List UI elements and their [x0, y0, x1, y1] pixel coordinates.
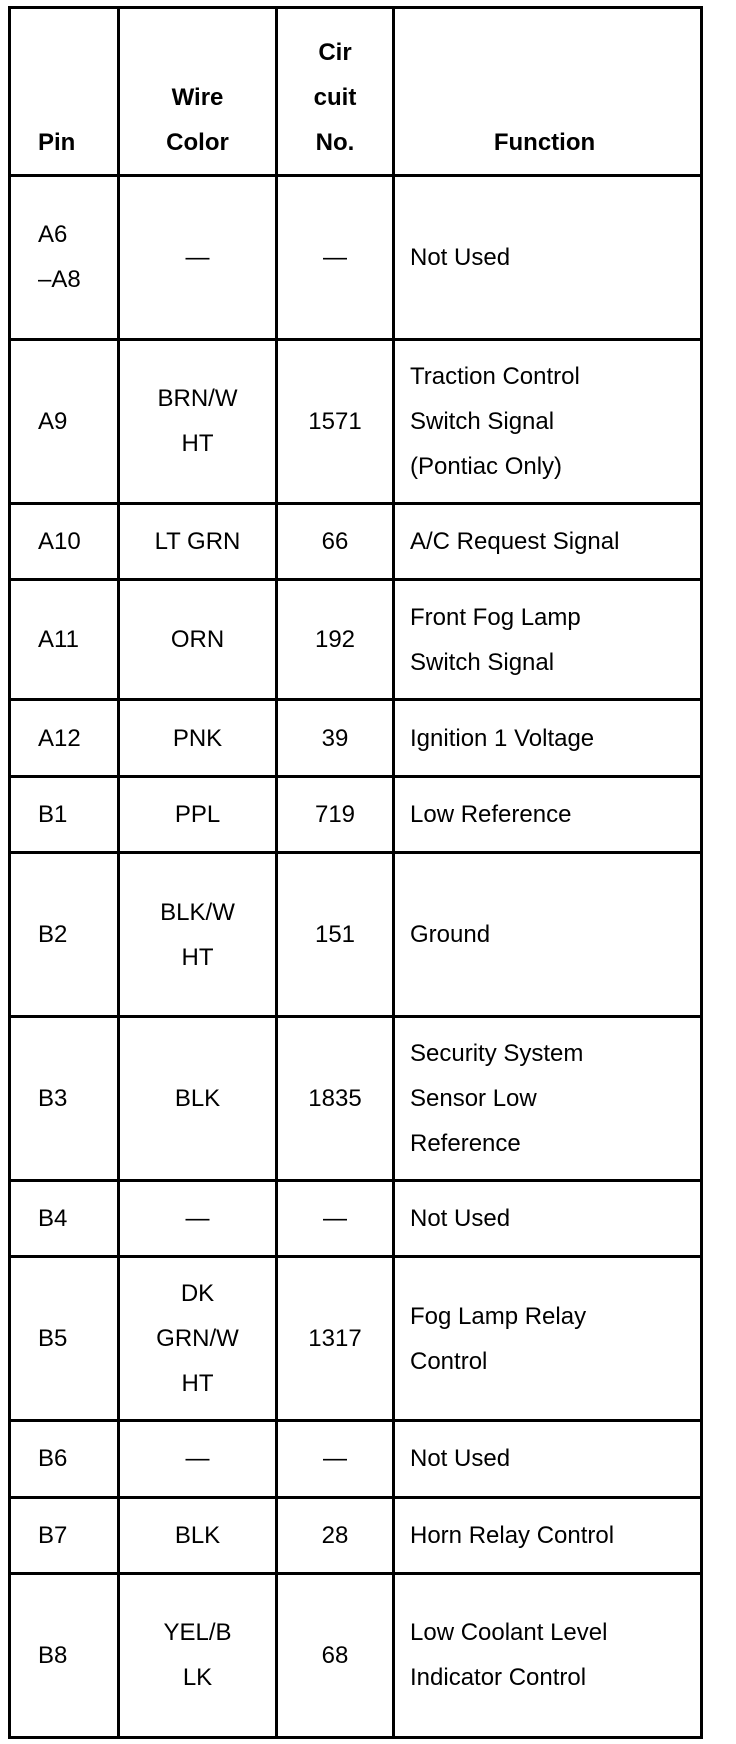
table-row	[10, 1421, 702, 1497]
cell-wire-color: BLK	[119, 1497, 277, 1573]
cell-pin: B8	[10, 1573, 119, 1737]
table-row	[10, 853, 702, 1017]
cell-wire-color: ORN	[119, 580, 277, 700]
header-function: Function	[394, 8, 702, 176]
cell-pin: B4	[10, 1180, 119, 1256]
table-row	[10, 1497, 702, 1573]
cell-function: Horn Relay Control	[394, 1497, 702, 1573]
cell-pin: B2	[10, 853, 119, 1017]
cell-circuit-no: 192	[277, 580, 394, 700]
connector-pinout-table	[8, 6, 703, 1739]
cell-circuit-no: —	[277, 1421, 394, 1497]
table-row	[10, 700, 702, 776]
table-header-row	[10, 8, 702, 176]
cell-function: Low Reference	[394, 776, 702, 852]
header-wire-color: Wire Color	[119, 8, 277, 176]
cell-pin: A12	[10, 700, 119, 776]
table-row	[10, 503, 702, 579]
cell-pin: B5	[10, 1257, 119, 1421]
cell-wire-color: LT GRN	[119, 503, 277, 579]
cell-circuit-no: 66	[277, 503, 394, 579]
table-row	[10, 339, 702, 503]
cell-function: A/C Request Signal	[394, 503, 702, 579]
cell-wire-color: DK GRN/W HT	[119, 1257, 277, 1421]
cell-pin: B7	[10, 1497, 119, 1573]
cell-wire-color: PPL	[119, 776, 277, 852]
cell-circuit-no: 151	[277, 853, 394, 1017]
header-pin: Pin	[10, 8, 119, 176]
cell-wire-color: BRN/W HT	[119, 339, 277, 503]
cell-wire-color: YEL/B LK	[119, 1573, 277, 1737]
cell-function: Not Used	[394, 176, 702, 340]
cell-function: Low Coolant Level Indicator Control	[394, 1573, 702, 1737]
cell-circuit-no: 1835	[277, 1017, 394, 1181]
table-row	[10, 580, 702, 700]
cell-circuit-no: 28	[277, 1497, 394, 1573]
cell-function: Ground	[394, 853, 702, 1017]
cell-pin: A6 –A8	[10, 176, 119, 340]
cell-circuit-no: 68	[277, 1573, 394, 1737]
cell-pin: A10	[10, 503, 119, 579]
cell-wire-color: BLK	[119, 1017, 277, 1181]
cell-circuit-no: 39	[277, 700, 394, 776]
cell-wire-color: PNK	[119, 700, 277, 776]
cell-function: Front Fog Lamp Switch Signal	[394, 580, 702, 700]
cell-wire-color: —	[119, 176, 277, 340]
cell-function: Not Used	[394, 1421, 702, 1497]
cell-function: Fog Lamp Relay Control	[394, 1257, 702, 1421]
cell-wire-color: BLK/W HT	[119, 853, 277, 1017]
cell-function: Traction Control Switch Signal (Pontiac Only)	[394, 339, 702, 503]
cell-circuit-no: —	[277, 1180, 394, 1256]
cell-function: Security System Sensor Low Reference	[394, 1017, 702, 1181]
table-row	[10, 176, 702, 340]
table-row	[10, 776, 702, 852]
cell-pin: A11	[10, 580, 119, 700]
cell-function: Not Used	[394, 1180, 702, 1256]
cell-pin: B6	[10, 1421, 119, 1497]
table-row	[10, 1017, 702, 1181]
cell-circuit-no: 719	[277, 776, 394, 852]
cell-circuit-no: —	[277, 176, 394, 340]
table-row	[10, 1573, 702, 1737]
header-circuit-no: Cir cuit No.	[277, 8, 394, 176]
table-row	[10, 1257, 702, 1421]
table-row	[10, 1180, 702, 1256]
cell-pin: B1	[10, 776, 119, 852]
cell-wire-color: —	[119, 1421, 277, 1497]
cell-circuit-no: 1571	[277, 339, 394, 503]
cell-pin: B3	[10, 1017, 119, 1181]
cell-circuit-no: 1317	[277, 1257, 394, 1421]
cell-wire-color: —	[119, 1180, 277, 1256]
cell-function: Ignition 1 Voltage	[394, 700, 702, 776]
cell-pin: A9	[10, 339, 119, 503]
